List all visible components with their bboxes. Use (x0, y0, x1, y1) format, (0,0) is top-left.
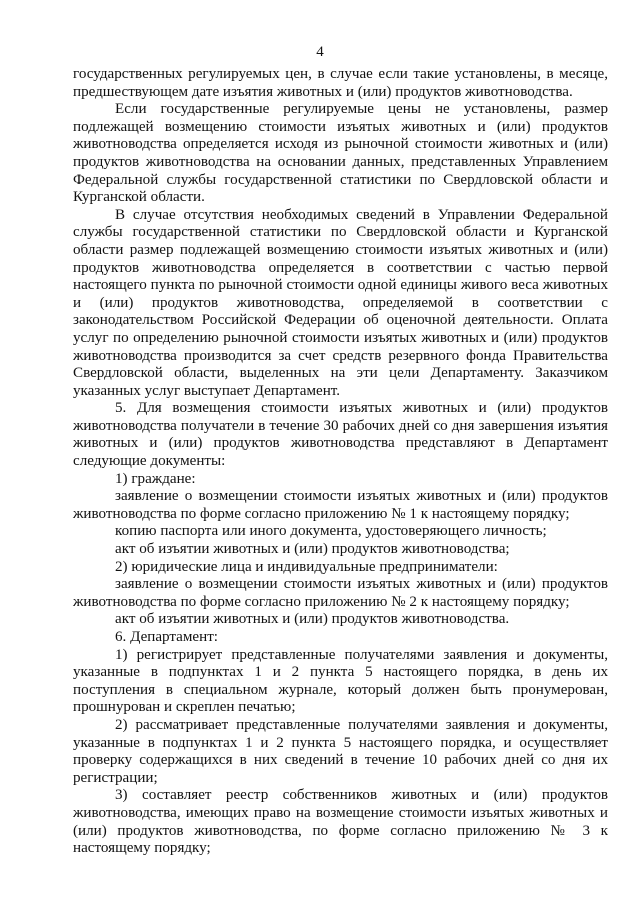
paragraph: 5. Для возмещения стоимости изъятых животных и (или) продуктов животноводства получатели в течение 30 рабочих дней со дня завершения изъятия животных и (или) продуктов животноводства представляют в Департамент следующие документы: (73, 400, 608, 470)
document-body (73, 66, 608, 858)
paragraph: акт об изъятии животных и (или) продуктов животноводства; (115, 541, 510, 558)
paragraph: В случае отсутствия необходимых сведений в Управлении Федеральной службы государственной статистики по Свердловской области и Курганской области размер подлежащей возмещению стоимости изъятых животных и (или) продуктов животноводства определяется в соответствии с частью первой настоящего пункта по рыночной стоимости одной единицы живого веса животных и (или) продуктов животноводства, определяемой в соответствии с законодательством Российской Федерации об оценочной деятельности. Оплата услуг по определению рыночной стоимости изъятых животных и (или) продуктов животноводства производится за счет средств резервного фонда Правительства Свердловской области, выделенных на эти цели Департаменту. Заказчиком указанных услуг выступает Департамент. (73, 206, 608, 399)
page-number: 4 (316, 44, 324, 60)
paragraph: заявление о возмещении стоимости изъятых животных и (или) продуктов животноводства по форме согласно приложению № 1 к настоящему порядку; (73, 488, 608, 522)
paragraph: заявление о возмещении стоимости изъятых животных и (или) продуктов животноводства по форме согласно приложению № 2 к настоящему порядку; (73, 576, 608, 610)
paragraph: 3) составляет реестр собственников животных и (или) продуктов животноводства, имеющих право на возмещение стоимости изъятых животных и (или) продуктов животноводства, по форме согласно приложению № 3 к настоящему порядку; (73, 787, 608, 857)
paragraph: Если государственные регулируемые цены не установлены, размер подлежащей возмещению стоимости изъятых животных и (или) продуктов животноводства определяется исходя из рыночной стоимости животных и (или) продуктов животноводства на основании данных, представленных Управлением Федеральной службы государственной статистики по Свердловской области и Курганской области. (73, 101, 608, 206)
paragraph: 2) юридические лица и индивидуальные предприниматели: (115, 558, 498, 575)
paragraph: 6. Департамент: (115, 629, 218, 645)
paragraph: 1) регистрирует представленные получателями заявления и документы, указанные в подпунктах 1 и 2 пункта 5 настоящего порядка, в день их поступления в специальном журнале, который должен быть пронумерован, прошнурован и скреплен печатью; (73, 646, 608, 716)
paragraph: государственных регулируемых цен, в случае если такие установлены, в месяце, предшествующем дате изъятия животных и (или) продуктов животноводства. (73, 66, 608, 100)
paragraph: копию паспорта или иного документа, удостоверяющего личность; (115, 523, 547, 540)
paragraph: акт об изъятии животных и (или) продуктов животноводства. (115, 611, 510, 628)
paragraph: 2) рассматривает представленные получателями заявления и документы, указанные в подпунктах 1 и 2 пункта 5 настоящего порядка, и осуществляет проверку содержащихся в них сведений в течение 10 рабочих дней со дня их регистрации; (73, 716, 608, 786)
paragraph: 1) граждане: (115, 470, 196, 487)
